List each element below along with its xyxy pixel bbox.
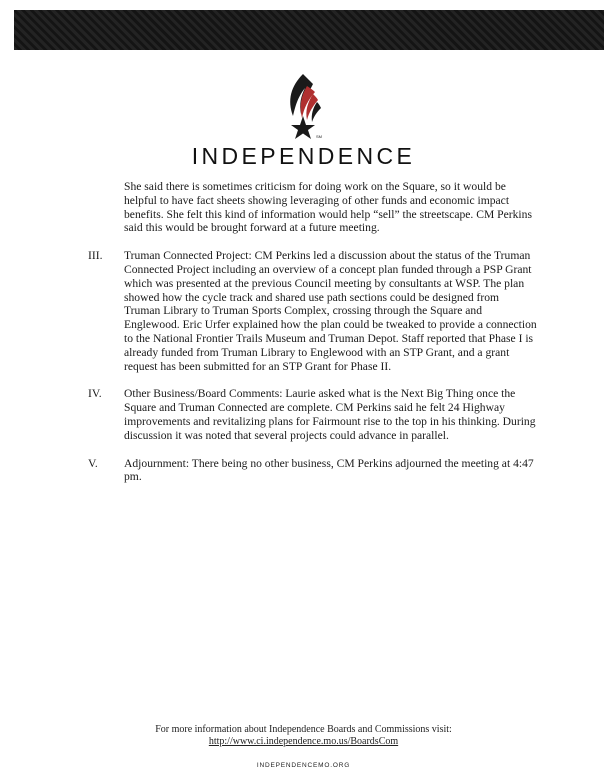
header-band — [14, 10, 604, 50]
item-text: Adjournment: There being no other business, CM Perkins adjourned the meeting at 4:47 pm. — [124, 456, 534, 484]
service-mark: SM — [316, 134, 322, 139]
footer-website: INDEPENDENCEMO.ORG — [256, 762, 351, 769]
item-number: IV. — [88, 387, 102, 401]
wordmark: INDEPENDENCE — [191, 143, 416, 169]
footer-info-line: For more information about Independence Boards and Commissions visit: — [155, 724, 452, 735]
agenda-item-iv — [0, 387, 607, 442]
item-text: Other Business/Board Comments: Laurie asked what is the Next Big Thing once the Square and Truman Connected are complete. CM Perkins said he felt 24 Highway improvements and revitalizing plans for Fairmount rise to the top in his thinking. During discussion it was noted that several projects could advance in parallel. — [124, 387, 536, 442]
item-number: V. — [88, 456, 98, 470]
document-body — [0, 180, 607, 498]
agenda-item-iii — [0, 249, 607, 373]
footer-info — [0, 724, 607, 748]
item-number: III. — [88, 249, 103, 263]
star-icon — [291, 116, 315, 139]
intro-paragraph: She said there is sometimes criticism for doing work on the Square, so it would be helpful to have fact sheets showing leveraging of other funds and economic impact benefits. She felt this kind of information would help “sell” the streetscape. CM Perkins said this would be brought forward at a future meeting. — [124, 180, 532, 235]
boards-commissions-link[interactable]: http://www.ci.independence.mo.us/BoardsCom — [208, 736, 399, 747]
independence-logo — [283, 72, 327, 142]
agenda-item-v — [0, 457, 607, 485]
item-text: Truman Connected Project: CM Perkins led a discussion about the status of the Truman Connected Project including an overview of a concept plan funded through a PSP Grant which was presented at the previous Council meeting by consultants at WSP. The plan showed how the cycle track and shared use path sections could be designed from Truman Library to Truman Sports Complex, crossing through the Square and Englewood. Eric Urfer explained how the plan could be tweaked to provide a connection to the National Frontier Trails Museum and Truman Depot. Staff reported that Phase I is already funded from Truman Library to Englewood with an STP Grant, and a grant request has been submitted for an STP Grant for Phase II. — [124, 249, 537, 373]
